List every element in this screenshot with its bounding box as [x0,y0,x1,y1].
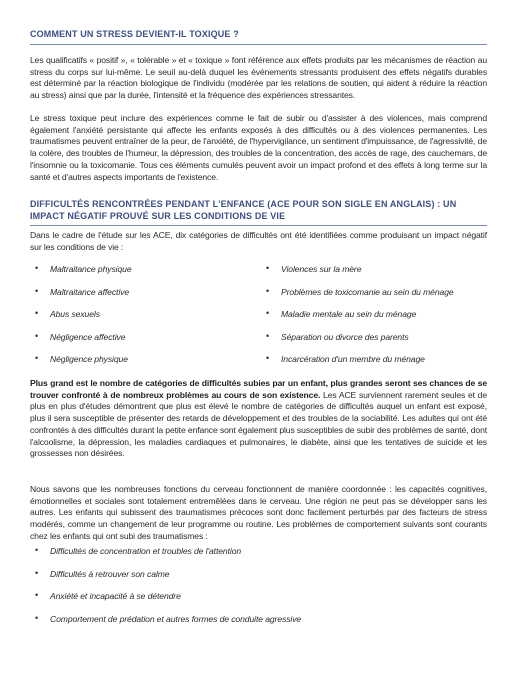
bullet-icon: • [266,353,270,364]
list-item: • Comportement de prédation et autres formes de conduite agressive [35,612,302,624]
bullet-icon: • [35,353,39,364]
list-item: • Difficultés à retrouver son calme [35,567,170,579]
list-item: • Incarcération d'un membre du ménage [266,353,425,365]
bullet-icon: • [35,308,39,319]
section-heading-ace: DIFFICULTÉS RENCONTRÉES PENDANT L'ENFANCE (ACE POUR SON SIGLE EN ANGLAIS) : UN IMPACT NÉGATIF PROUVÉ SUR LES CONDITIONS DE VIE [30,199,487,226]
paragraph-toxic-stress-effects: Le stress toxique peut inclure des expériences comme le fait de subir ou d'assister à des violences, mais comprend également l'anxiété persistante qui affecte les enfants exposés à des difficultés ou à des violences permanentes. Les traumatismes peuvent entraîner de la peur, de l'anxiété, de l'hypervigilance, un sentiment d'impuissance, de l'agressivité, de la colère, des troubles de l'humeur, la dépression, des troubles de la concentration, des accès de rage, des cauchemars, de l'insomnie ou la toxicomanie. Tous ces éléments cumulés peuvent avoir un impact profond et des effets à long terme sur la santé et d'autres aspects importants de l'existence. [30,113,487,182]
list-item: • Maltraitance physique [35,263,132,274]
bold-statement: Plus grand est le nombre de catégories de difficultés subies par un enfant, plus grandes seront ses chances de se trouver confronté à de nombreux problèmes au cours de son existence. Les ACE surviennent rarement seules et de plus en plus d'études démontrent que plus est élevé le nombre de catégories de difficultés auquel un enfant est exposé, plus il sera susceptible de présenter des retards de développement et des troubles de la sociabilité. Les adultes qui ont été confrontés à des difficultés durant la petite enfance sont également plus susceptibles de subir des problèmes de santé, dont l'alcoolisme, la dépression, les maladies cardiaques et pulmonaires, le diabète, ainsi que les tentatives de suicide et les grossesses non désirées. [30,378,487,459]
bullet-icon: • [266,330,270,341]
paragraph-ace-consequences: Les ACE surviennent rarement seules et de plus en plus d'études démontrent que plus est élevé le nombre de catégories de difficultés auquel un enfant est exposé, plus il sera susceptible de présenter des retards de développement et des troubles de la sociabilité. Les adultes qui ont été confrontés à des difficultés durant la petite enfance sont également plus susceptibles de subir des problèmes de santé, dont l'alcoolisme, la dépression, les maladies cardiaques et pulmonaires, le diabète, ainsi que les tentatives de suicide et les grossesses non désirées. [30,389,487,459]
bullet-icon: • [35,263,39,273]
list-item: • Négligence affective [35,330,126,342]
list-item: • Maltraitance affective [35,285,130,297]
bullet-icon: • [266,263,270,273]
ace-categories-left-list [30,264,250,377]
list-item: • Négligence physique [35,353,128,365]
bullet-icon: • [35,612,39,623]
bullet-icon: • [266,308,270,319]
bullet-icon: • [35,545,39,555]
ace-categories-right-list [261,264,487,377]
behavior-problems-list [30,546,470,636]
list-item: • Séparation ou divorce des parents [266,330,409,342]
paragraph-stress-qualifiers: Les qualificatifs « positif », « tolérable » et « toxique » font référence aux effets produits par les mécanismes de réaction au stress du corps sur lui-même. Le seuil au-delà duquel les événements stressants produisent des effets négatifs durables est déterminé par la réaction biologique de l'individu (modérée par les relations de soutien, qui aident à réduire la réaction au stress) ainsi que par la durée, l'intensité et la fréquence des expériences stressantes. [30,55,487,101]
paragraph-brain-functions: Nous savons que les nombreuses fonctions du cerveau fonctionnent de manière coordonnée : les capacités cognitives, émotionnelles et sociales sont totalement entremêlées dans le cerveau. Une région ne peut pas se développer sans les autres. Les enfants qui subissent des traumatismes précoces sont donc facilement perturbés par des facteurs de stress modérés, comme un changement de leur programme ou routine. Les problèmes de comportement suivants sont courants chez les enfants qui ont subi des traumatismes : [30,484,487,541]
bullet-icon: • [35,567,39,578]
bullet-icon: • [35,285,39,296]
bullet-icon: • [35,590,39,601]
bullet-icon: • [35,330,39,341]
list-item: • Problèmes de toxicomanie au sein du ménage [266,285,454,297]
list-item: • Abus sexuels [35,308,100,320]
paragraph-ace-intro: Dans le cadre de l'étude sur les ACE, dix catégories de difficultés ont été identifiées comme produisant un impact négatif sur les conditions de vie : [30,230,487,252]
list-item: • Maladie mentale au sein du ménage [266,308,417,320]
section-heading-toxic-stress: COMMENT UN STRESS DEVIENT-IL TOXIQUE ? [30,29,487,45]
list-item: • Anxiété et incapacité à se détendre [35,590,181,602]
list-item: • Difficultés de concentration et troubles de l'attention [35,545,242,556]
list-item: • Violences sur la mère [266,263,362,274]
bullet-icon: • [266,285,270,296]
